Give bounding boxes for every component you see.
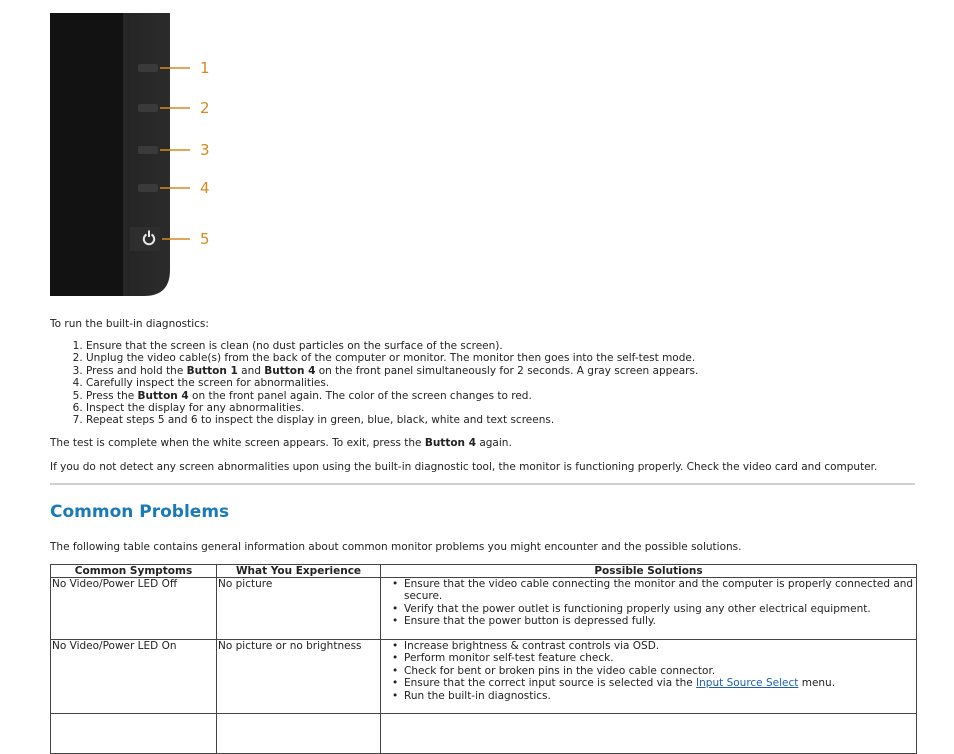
list-item: • Check for bent or broken pins in the video cable connector.: [404, 665, 915, 677]
list-item: • Increase brightness & contrast controls via OSD.: [404, 640, 915, 652]
solutions-cell: [381, 714, 917, 754]
list-item: • Perform monitor self-test feature check.: [404, 652, 915, 664]
experience-cell: No picture or no brightness: [217, 640, 381, 714]
divider: [50, 483, 915, 485]
experience-cell: [217, 714, 381, 754]
power-button: [130, 227, 160, 251]
diagnostics-intro: To run the built-in diagnostics:: [50, 318, 209, 330]
list-item: 7. Repeat steps 5 and 6 to inspect the display in green, blue, black, white and text screens.: [86, 414, 698, 426]
button-1: [138, 64, 158, 72]
list-item: 6. Inspect the display for any abnormalities.: [86, 402, 698, 414]
solutions-cell: [381, 578, 917, 640]
symptom-cell: [51, 714, 217, 754]
button-3: [138, 146, 158, 154]
diagnostic-steps: [50, 340, 698, 427]
list-item: 2. Unplug the video cable(s) from the back of the computer or monitor. The monitor then goes into the self-test mode.: [86, 352, 698, 364]
list-item: • Run the built-in diagnostics.: [404, 690, 915, 702]
table-row: [51, 714, 917, 754]
callout-5: 5: [200, 230, 210, 248]
column-header: Possible Solutions: [381, 565, 917, 578]
common-problems-table: [50, 564, 917, 754]
symptom-cell: No Video/Power LED On: [51, 640, 217, 714]
callout-1: 1: [200, 59, 210, 77]
button-4: [138, 184, 158, 192]
column-header: Common Symptoms: [51, 565, 217, 578]
callout-4: 4: [200, 179, 210, 197]
experience-cell: No picture: [217, 578, 381, 640]
monitor-buttons-figure: [0, 0, 260, 300]
table-row: [51, 578, 917, 640]
column-header: What You Experience: [217, 565, 381, 578]
button-2: [138, 104, 158, 112]
table-row: [51, 640, 917, 714]
symptom-cell: No Video/Power LED Off: [51, 578, 217, 640]
list-item: • Verify that the power outlet is functioning properly using any other electrical equipment.: [404, 603, 915, 615]
solutions-cell: [381, 640, 917, 714]
input-source-select-link[interactable]: Input Source Select: [696, 677, 799, 690]
callout-2: 2: [200, 99, 210, 117]
list-item: 3. Press and hold the Button 1 and Button 4 on the front panel simultaneously for 2 seconds. A gray screen appears.: [86, 365, 698, 377]
list-item: • Ensure that the power button is depressed fully.: [404, 615, 915, 627]
table-header-row: [51, 565, 917, 578]
test-complete-text: The test is complete when the white screen appears. To exit, press the Button 4 again.: [50, 437, 512, 449]
callout-3: 3: [200, 141, 210, 159]
list-item: 4. Carefully inspect the screen for abnormalities.: [86, 377, 698, 389]
section-title: Common Problems: [50, 502, 230, 522]
diagnostics-note: If you do not detect any screen abnormalities upon using the built-in diagnostic tool, the monitor is functioning properly. Check the video card and computer.: [50, 461, 878, 473]
section-intro: The following table contains general information about common monitor problems you might encounter and the possible solutions.: [50, 541, 742, 553]
list-item: 5. Press the Button 4 on the front panel again. The color of the screen changes to red.: [86, 390, 698, 402]
list-item: • Ensure that the correct input source is selected via the Input Source Select menu.: [404, 677, 915, 689]
list-item: • Ensure that the video cable connecting the monitor and the computer is properly connected and secure.: [404, 578, 915, 603]
list-item: 1. Ensure that the screen is clean (no dust particles on the surface of the screen).: [86, 340, 698, 352]
